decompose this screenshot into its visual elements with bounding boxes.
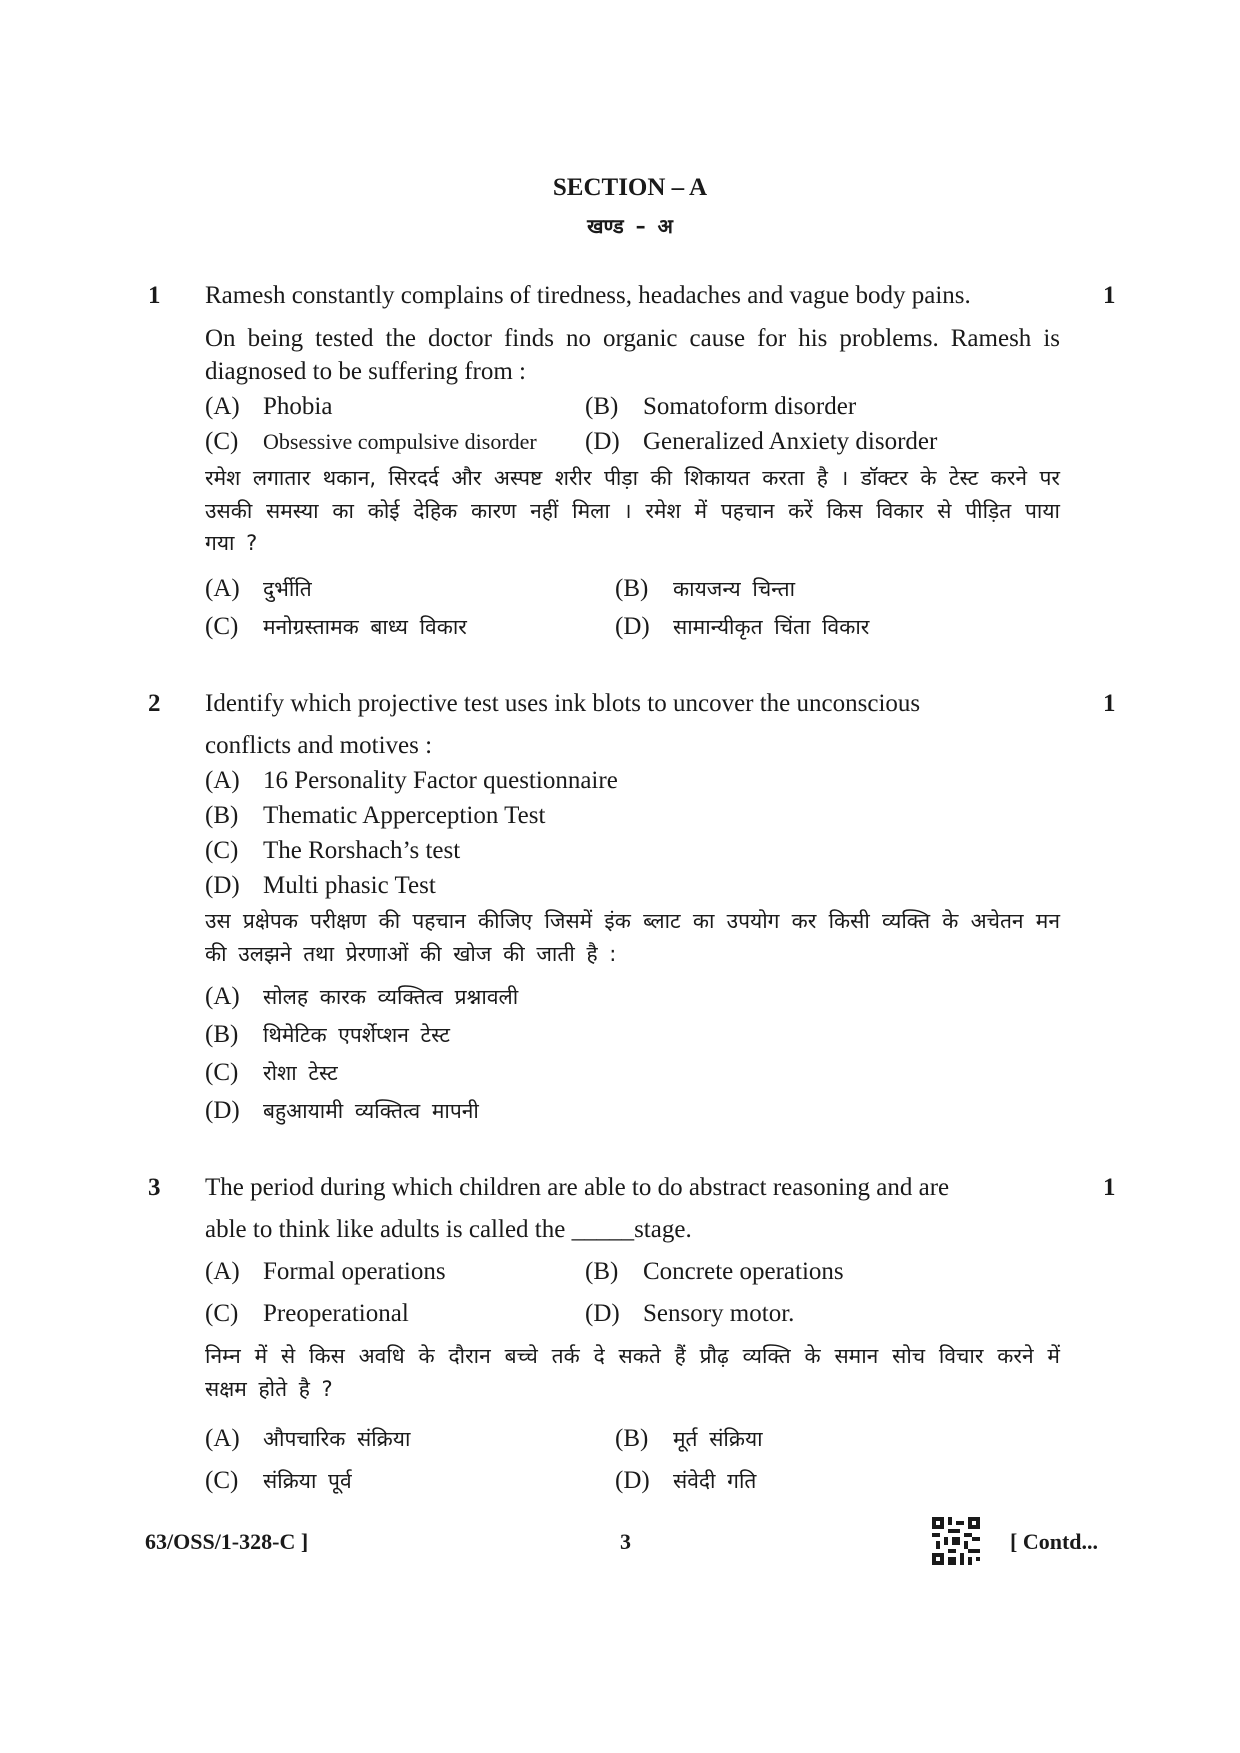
option-hi-d [615, 1462, 756, 1501]
paper-code: 63/OSS/1-328-C ] [145, 1529, 309, 1554]
question-text-hi: उस प्रक्षेपक परीक्षण की पहचान कीजिए जिसमें इंक ब्लाट का उपयोग कर किसी व्यक्ति के अचेतन मन की उलझने तथा प्रेरणाओं की खोज की जाती है : [205, 909, 1060, 966]
question-marks: 1 [1103, 1174, 1116, 1201]
option-text: 16 Personality Factor questionnaire [263, 767, 618, 794]
question-text-hi: रमेश लगातार थकान, सिरदर्द और अस्पष्ट शरीर पीड़ा की शिकायत करता है । डॉक्टर के टेस्ट करने पर उसकी समस्या का कोई देहिक कारण नहीं मिला । रमेश में पहचान करें किस विकार से पीड़ित पाया गया ? [205, 466, 1060, 556]
question-text-en-line2: On being tested the doctor finds no organic cause for his problems. Ramesh is diagnosed to be suffering from : [205, 325, 1060, 386]
option-text: कायजन्य चिन्ता [673, 577, 796, 601]
question-text-en-line1: Identify which projective test uses ink blots to uncover the unconscious [205, 690, 921, 717]
option-text: संक्रिया पूर्व [263, 1469, 352, 1493]
option-text: मनोग्रस्तामक बाध्य विकार [263, 615, 467, 639]
option-en-d [585, 1298, 794, 1331]
qr-code-icon [932, 1517, 980, 1565]
option-hi-a [205, 978, 518, 1017]
option-label: (A) [205, 983, 240, 1010]
option-label: (B) [585, 1258, 619, 1285]
section-title-en: SECTION – A [552, 174, 708, 201]
option-label: (A) [205, 575, 240, 602]
question-text-en-line2: conflicts and motives : [205, 732, 433, 759]
option-hi-b [615, 1420, 763, 1459]
option-en-c [205, 835, 460, 868]
question-text-en-line2: able to think like adults is called the _____stage. [205, 1216, 692, 1243]
option-label: (A) [205, 1425, 240, 1452]
page-number: 3 [620, 1529, 631, 1554]
option-text: सोलह कारक व्यक्तित्व प्रश्नावली [263, 985, 519, 1009]
question-number: 3 [148, 1174, 161, 1201]
option-label: (C) [205, 1467, 239, 1494]
option-text: Sensory motor. [643, 1300, 795, 1327]
option-en-a [205, 765, 618, 798]
option-text: Concrete operations [643, 1258, 844, 1285]
option-text: दुर्भीति [263, 577, 312, 601]
option-label: (D) [205, 872, 240, 899]
option-hi-d [615, 608, 869, 647]
option-label: (A) [205, 393, 240, 420]
option-text: Somatoform disorder [643, 393, 857, 420]
option-hi-b [205, 1016, 450, 1055]
option-text: Multi phasic Test [263, 872, 436, 899]
option-label: (D) [585, 1300, 620, 1327]
question-number: 2 [148, 690, 161, 717]
option-text: मूर्त संक्रिया [673, 1427, 763, 1451]
option-en-d [585, 426, 937, 459]
question-text-en-line1: The period during which children are able to do abstract reasoning and are [205, 1174, 950, 1201]
question-number: 1 [148, 282, 161, 309]
option-text: Thematic Apperception Test [263, 802, 546, 829]
option-label: (C) [205, 1059, 239, 1086]
option-hi-b [615, 570, 795, 609]
option-hi-a [205, 570, 312, 609]
section-title-hi: खण्ड – अ [587, 214, 673, 238]
option-hi-a [205, 1420, 410, 1459]
option-text: Obsessive compulsive disorder [263, 429, 537, 454]
option-en-d [205, 870, 436, 903]
option-label: (B) [615, 1425, 649, 1452]
option-label: (A) [205, 1258, 240, 1285]
option-text: The Rorshach’s test [263, 837, 461, 864]
option-text: औपचारिक संक्रिया [263, 1427, 411, 1451]
option-label: (B) [615, 575, 649, 602]
option-text: Generalized Anxiety disorder [643, 428, 938, 455]
question-marks: 1 [1103, 690, 1116, 717]
option-label: (B) [205, 802, 239, 829]
option-label: (D) [615, 613, 650, 640]
option-en-b [585, 1256, 844, 1289]
option-en-c [205, 426, 537, 459]
question-text-en-line1: Ramesh constantly complains of tiredness, headaches and vague body pains. [205, 282, 971, 309]
option-hi-c [205, 1462, 352, 1501]
option-hi-c [205, 1054, 338, 1093]
option-text: रोशा टेस्ट [263, 1061, 338, 1085]
option-label: (D) [615, 1467, 650, 1494]
option-hi-c [205, 608, 467, 647]
option-text: Formal operations [263, 1258, 446, 1285]
option-en-b [205, 800, 545, 833]
option-label: (A) [205, 767, 240, 794]
option-en-b [585, 391, 856, 424]
option-en-a [205, 391, 332, 424]
option-text: Preoperational [263, 1300, 409, 1327]
option-label: (C) [205, 428, 239, 455]
option-label: (D) [585, 428, 620, 455]
option-label: (D) [205, 1097, 240, 1124]
option-hi-d [205, 1092, 479, 1131]
continued-label: [ Contd... [1010, 1529, 1099, 1554]
option-label: (C) [205, 1300, 239, 1327]
option-text: Phobia [263, 393, 333, 420]
option-label: (C) [205, 613, 239, 640]
question-text-hi: निम्न में से किस अवधि के दौरान बच्चे तर्क दे सकते हैं प्रौढ़ व्यक्ति के समान सोच विचार करने में सक्षम होते है ? [205, 1344, 1060, 1401]
option-label: (C) [205, 837, 239, 864]
question-marks: 1 [1103, 282, 1116, 309]
option-label: (B) [585, 393, 619, 420]
option-text: सामान्यीकृत चिंता विकार [673, 615, 870, 639]
option-text: बहुआयामी व्यक्तित्व मापनी [263, 1099, 479, 1123]
option-label: (B) [205, 1021, 239, 1048]
option-en-c [205, 1298, 409, 1331]
option-en-a [205, 1256, 446, 1289]
option-text: संवेदी गति [673, 1469, 757, 1493]
option-text: थिमेटिक एपर्शेप्शन टेस्ट [263, 1023, 450, 1047]
